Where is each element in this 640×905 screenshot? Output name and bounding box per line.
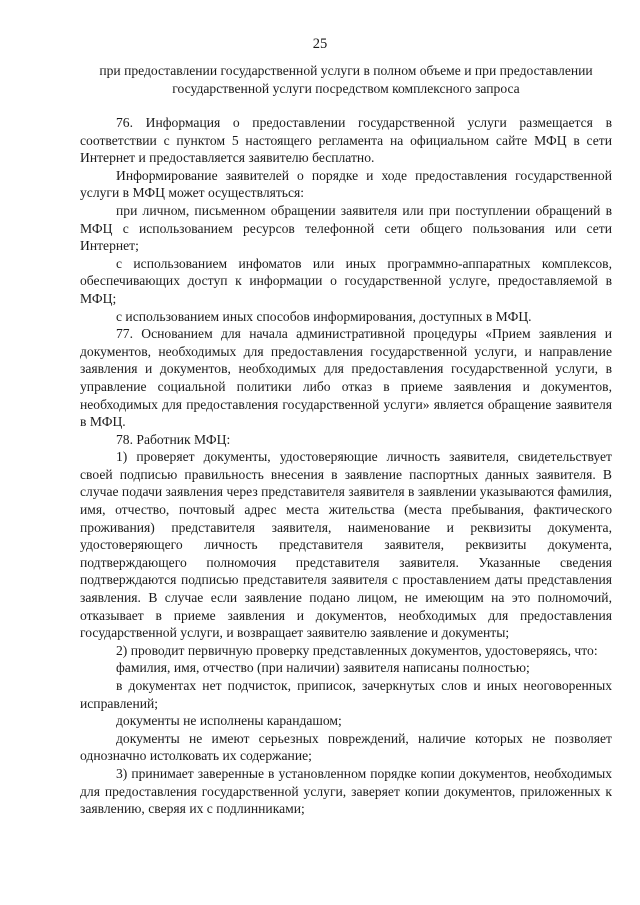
paragraph-check-name: фамилия, имя, отчество (при наличии) заявителя написаны полностью;	[116, 660, 530, 676]
page-number: 25	[312, 36, 328, 52]
paragraph-informing-other: с использованием иных способов информирования, доступных в МФЦ.	[116, 308, 532, 324]
paragraph-informing-infomats: с использованием инфоматов или иных программно-аппаратных комплексов, обеспечивающих доступ к информации о государственной услуге, предоставляемой в МФЦ;	[80, 255, 612, 306]
paragraph-check-damage: документы не имеют серьезных повреждений, наличие которых не позволяет однозначно истолковать их содержание;	[80, 730, 612, 764]
paragraph-78-item-2: 2) проводит первичную проверку представленных документов, удостоверяясь, что:	[116, 642, 598, 658]
paragraph-78-item-3: 3) принимает заверенные в установленном порядке копии документов, необходимых для предоставления государственной услуги, заверяет копии документов, приложенных к заявлению, сверяя их с подлинниками;	[80, 765, 612, 817]
paragraph-check-corrections: в документах нет подчисток, приписок, зачеркнутых слов и иных неоговоренных исправлений;	[80, 678, 612, 711]
paragraph-77: 77. Основанием для начала административной процедуры «Прием заявления и документов, необходимых для предоставления государственной услуги, и направление заявления и документов, необходимых для предоставления государственной услуги, в управление социальной политики либо отказ в приеме заявления и документов, необходимых для предоставления государственной услуги» является обращение заявителя в МФЦ.	[80, 326, 612, 430]
paragraph-78-item-1: 1) проверяет документы, удостоверяющие личность заявителя, свидетельствует своей подписью правильность внесения в заявление паспортных данных заявителя. В случае подачи заявления через представителя заявителя в заявлении указываются фамилия, имя, отчество, почтовый адрес места жительства (места пребывания, фактического проживания) представителя заявителя, наименование и реквизиты документа, удостоверяющего личность представителя заявителя, реквизиты документа, подтверждающего полномочия представителя заявителя. Указанные сведения подтверждаются подписью представителя заявителя с проставлением даты представления заявления. В случае если заявление подано лицом, не имеющим на это полномочий, отказывает в приеме заявления и документов, необходимых для предоставления государственной услуги, и возвращает заявителю заявление и документы;	[80, 449, 612, 641]
paragraph-informing-intro: Информирование заявителей о порядке и ходе предоставления государственной услуги в МФЦ может осуществляться:	[80, 167, 612, 201]
document-body	[80, 114, 612, 818]
paragraph-check-pencil: документы не исполнены карандашом;	[116, 713, 342, 729]
section-heading: при предоставлении государственной услуги в полном объеме и при предоставлении государственной услуги посредством комплексного запроса	[99, 63, 593, 96]
paragraph-76: 76. Информация о предоставлении государственной услуги размещается в соответствии с пунктом 5 настоящего регламента на официальном сайте МФЦ в сети Интернет и предоставляется заявителю бесплатно.	[80, 115, 612, 166]
paragraph-informing-personal: при личном, письменном обращении заявителя или при поступлении обращений в МФЦ с использованием ресурсов телефонной сети общего пользования или сети Интернет;	[80, 202, 612, 254]
paragraph-78: 78. Работник МФЦ:	[116, 431, 231, 447]
